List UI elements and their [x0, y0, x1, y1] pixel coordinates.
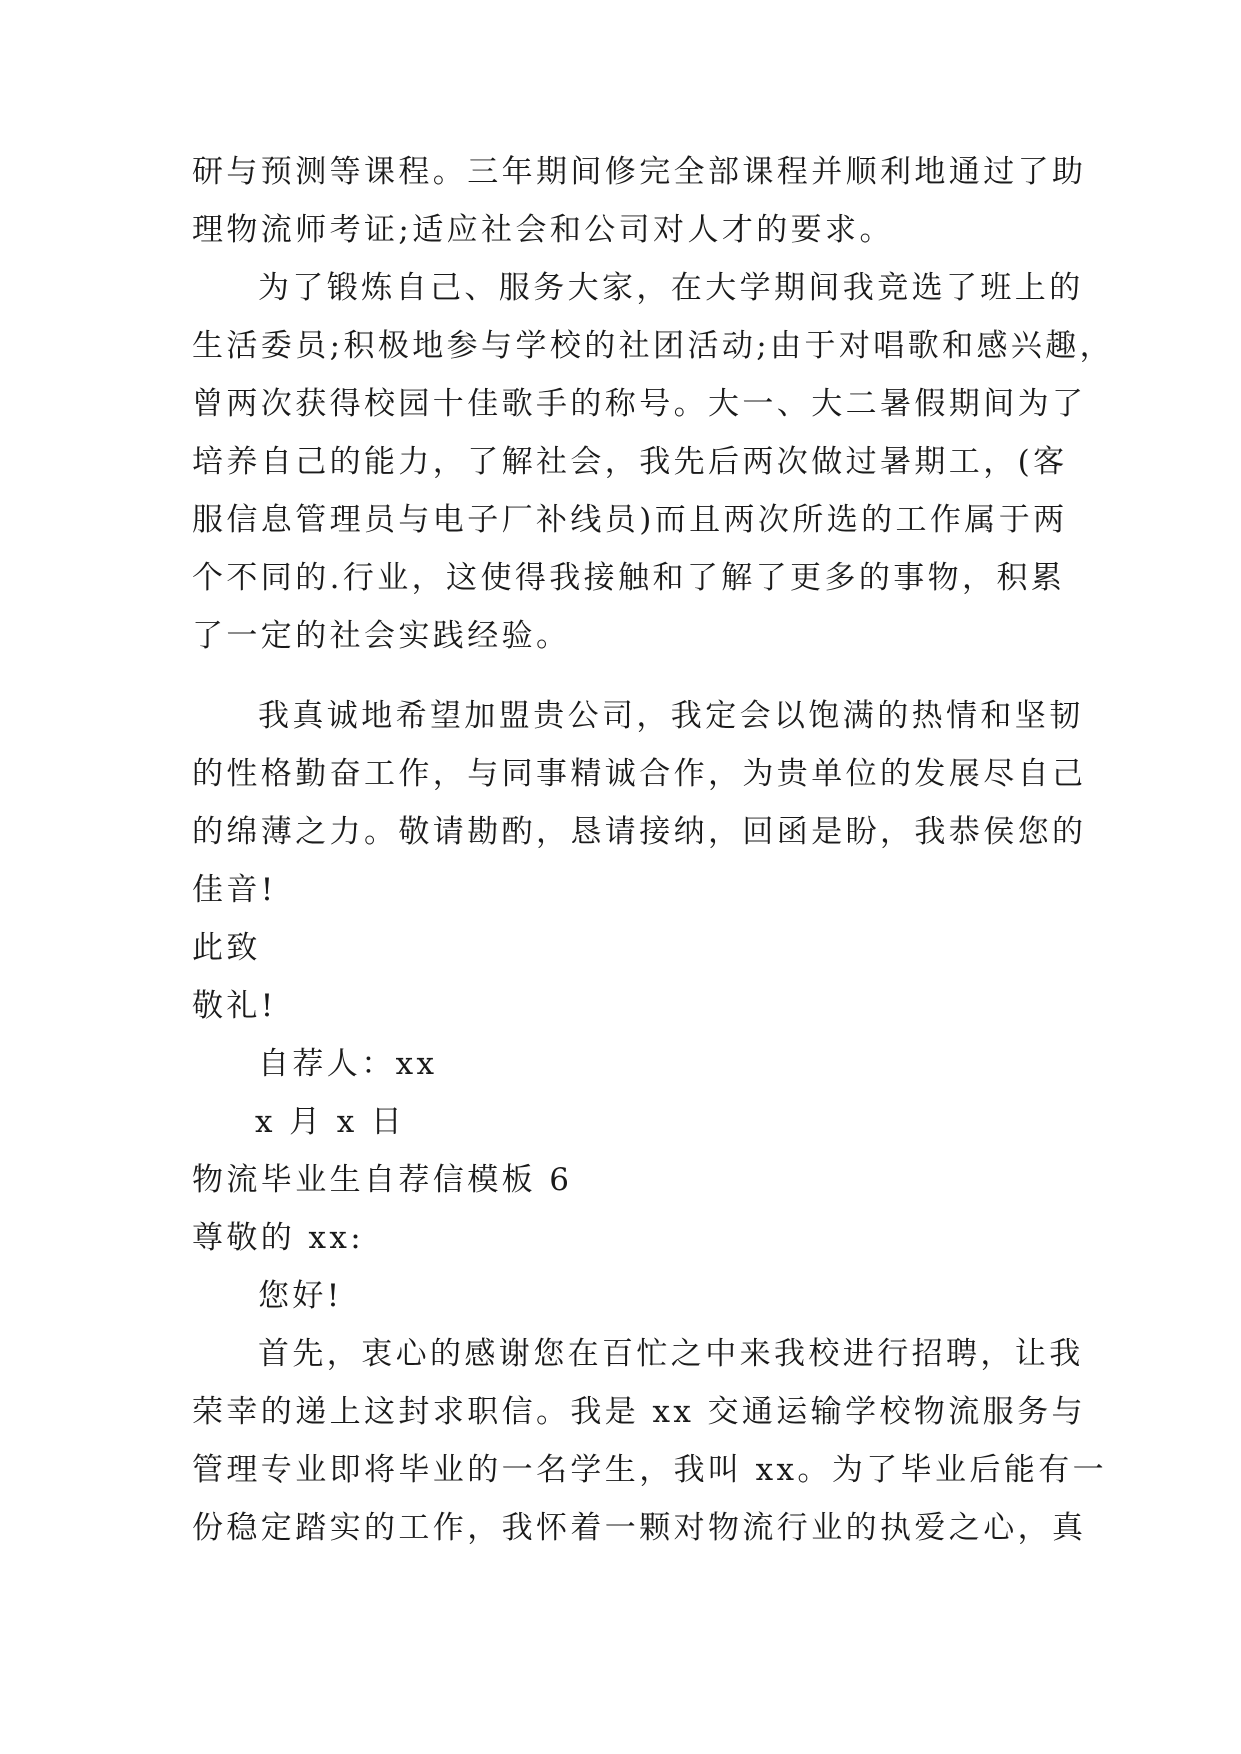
- paragraph-start-line: 为了锻炼自己、服务大家，在大学期间我竞选了班上的: [258, 270, 1084, 306]
- body-line: 荣幸的递上这封求职信。我是 xx 交通运输学校物流服务与: [192, 1394, 1086, 1430]
- body-line: 佳音!: [192, 872, 277, 908]
- body-line: 的绵薄之力。敬请勘酌，恳请接纳，回函是盼，我恭侯您的: [192, 814, 1087, 850]
- paragraph-start-line: 首先，衷心的感谢您在百忙之中来我校进行招聘，让我: [258, 1336, 1084, 1372]
- body-line: 了一定的社会实践经验。: [192, 618, 571, 654]
- body-line: 培养自己的能力，了解社会，我先后两次做过暑期工，(客: [192, 444, 1068, 480]
- paragraph-start-line: 我真诚地希望加盟贵公司，我定会以饱满的热情和坚韧: [258, 698, 1084, 734]
- body-line: 个不同的.行业，这使得我接触和了解了更多的事物，积累: [192, 560, 1066, 596]
- greeting-line: 您好!: [258, 1278, 343, 1314]
- body-line: 研与预测等课程。三年期间修完全部课程并顺利地通过了助: [192, 154, 1087, 190]
- body-line: 理物流师考证;适应社会和公司对人才的要求。: [192, 212, 894, 248]
- signature-line: 自荐人：xx: [258, 1046, 438, 1082]
- body-line: 曾两次获得校园十佳歌手的称号。大一、大二暑假期间为了: [192, 386, 1087, 422]
- section-title: 物流毕业生自荐信模板 6: [192, 1162, 573, 1198]
- closing-line: 敬礼!: [192, 988, 277, 1024]
- closing-line: 此致: [192, 930, 261, 966]
- body-line: 份稳定踏实的工作，我怀着一颗对物流行业的执爱之心，真: [192, 1510, 1087, 1546]
- salutation-line: 尊敬的 xx:: [192, 1220, 365, 1256]
- body-line: 服信息管理员与电子厂补线员)而且两次所选的工作属于两: [192, 502, 1068, 538]
- body-line: 管理专业即将毕业的一名学生，我叫 xx。为了毕业后能有一: [192, 1452, 1108, 1488]
- body-line: 的性格勤奋工作，与同事精诚合作，为贵单位的发展尽自己: [192, 756, 1087, 792]
- date-line: x 月 x 日: [255, 1104, 406, 1140]
- body-line: 生活委员;积极地参与学校的社团活动;由于对唱歌和感兴趣，: [192, 328, 1115, 364]
